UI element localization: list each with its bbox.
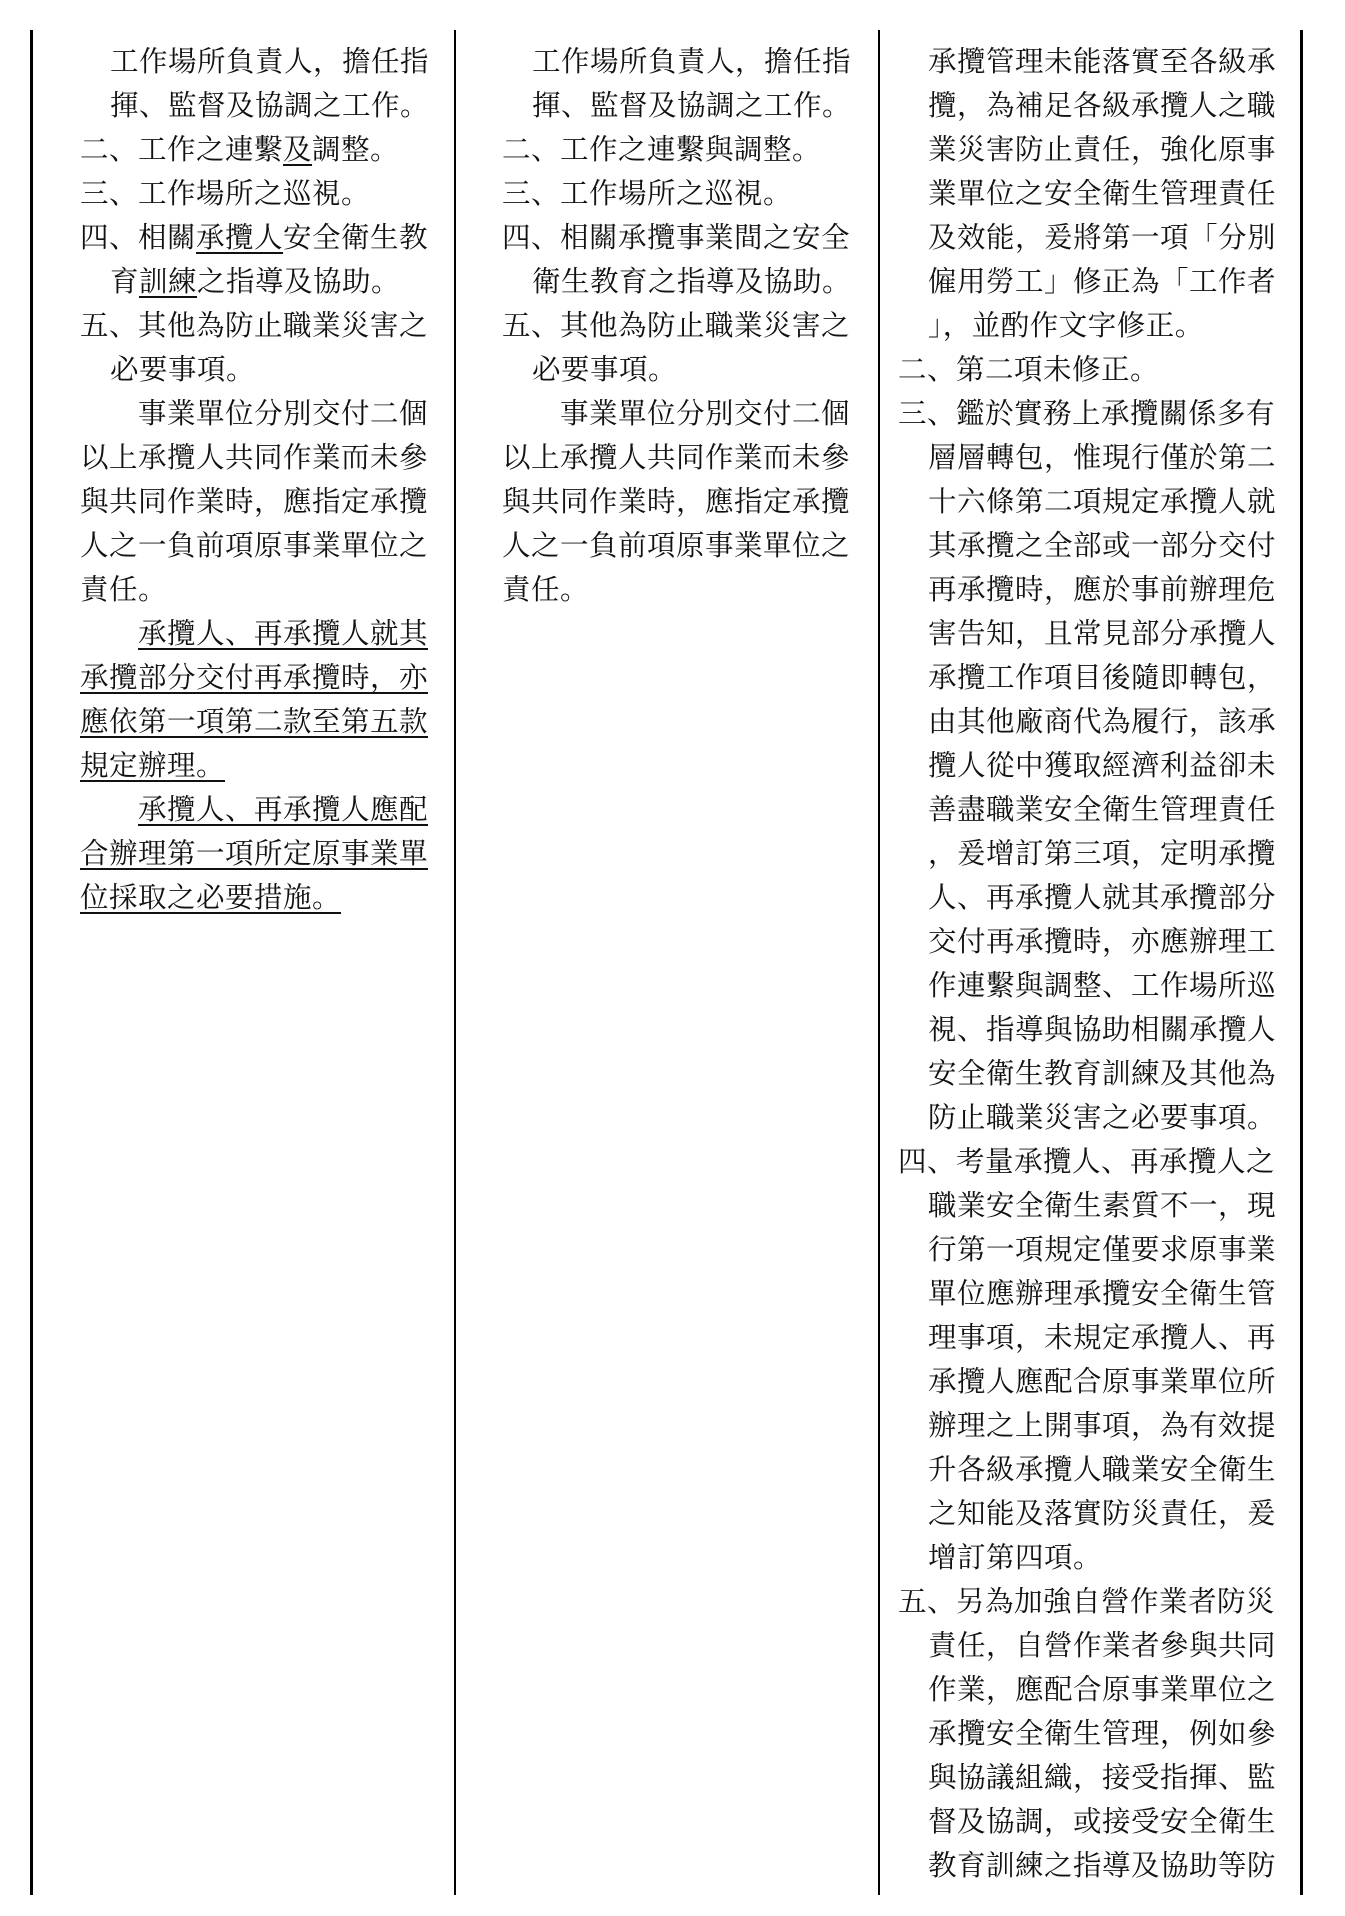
column-divider-1: [454, 30, 456, 1895]
paragraph-start-line: 事業單位分別交付二個: [560, 397, 851, 430]
amended-paragraph-line: 應依第一項第二款至第五款: [80, 705, 429, 738]
text-line: 人、再承攬人就其承攬部分: [928, 881, 1277, 914]
text-line: 責任。: [502, 573, 590, 606]
text-line: 視、指導與協助相關承攬人: [928, 1013, 1277, 1046]
explanation-item-3: 三、鑑於實務上承攬關係多有: [898, 397, 1276, 430]
amended-paragraph-line: 位採取之必要措施。: [80, 881, 342, 914]
amended-text-column: [80, 40, 442, 920]
text-line: 交付再承攬時，亦應辦理工: [928, 925, 1277, 958]
explanation-item-5: 五、另為加強自營作業者防災: [898, 1585, 1276, 1618]
text-line: 業單位之安全衛生管理責任: [928, 177, 1277, 210]
amended-paragraph-line: 合辦理第一項所定原事業單: [80, 837, 429, 870]
item-2-line: 二、工作之連繫與調整。: [502, 133, 822, 166]
text-line: 理事項，未規定承攬人、再: [928, 1321, 1277, 1354]
text-line: 揮、監督及協調之工作。: [110, 89, 430, 122]
explanation-item-2: 二、第二項未修正。: [898, 353, 1160, 386]
text-line: 層層轉包，惟現行僅於第二: [928, 441, 1277, 474]
amended-word: 及: [283, 133, 313, 166]
text-line: 與協議組織，接受指揮、監: [928, 1761, 1277, 1794]
text-line: 責任。: [80, 573, 168, 606]
text-line: 承攬安全衛生管理，例如參: [928, 1717, 1277, 1750]
text-line: 人之一負前項原事業單位之: [502, 529, 851, 562]
paragraph-start-line: 事業單位分別交付二個: [138, 397, 429, 430]
text-line: 必要事項。: [110, 353, 256, 386]
text-line: 督及協調，或接受安全衛生: [928, 1805, 1277, 1838]
text-line: 承攬工作項目後隨即轉包，: [928, 661, 1277, 694]
explanation-item-4: 四、考量承攬人、再承攬人之: [898, 1145, 1276, 1178]
text-line: 由其他廠商代為履行，該承: [928, 705, 1277, 738]
text-line: 與共同作業時，應指定承攬: [80, 485, 429, 518]
item-4-line: 四、相關承攬事業間之安全: [502, 221, 851, 254]
text-line: 」，並酌作文字修正。: [928, 309, 1204, 342]
text-line: 辦理之上開事項，為有效提: [928, 1409, 1277, 1442]
text-line: 善盡職業安全衛生管理責任: [928, 793, 1277, 826]
amended-paragraph-line: 承攬人、再承攬人就其: [138, 617, 429, 650]
text-line: 工作場所負責人，擔任指: [110, 45, 430, 78]
amended-word: 訓練: [139, 265, 198, 298]
explanation-column: [898, 40, 1290, 1888]
amended-paragraph-line: 承攬部分交付再承攬時，亦: [80, 661, 429, 694]
text-line: 揮、監督及協調之工作。: [532, 89, 852, 122]
item-2-line: 二、工作之連繫及調整。: [80, 133, 400, 166]
text-line: 作連繫與調整、工作場所巡: [928, 969, 1277, 1002]
amended-word: 承攬人: [196, 221, 284, 254]
right-border-rule: [1300, 30, 1303, 1895]
text-line: 工作場所負責人，擔任指: [532, 45, 852, 78]
text-line: 攬人從中獲取經濟利益卻未: [928, 749, 1277, 782]
item-5-line: 五、其他為防止職業災害之: [502, 309, 851, 342]
text-line: 必要事項。: [532, 353, 678, 386]
text-line: 攬，為補足各級承攬人之職: [928, 89, 1277, 122]
text-line: 責任，自營作業者參與共同: [928, 1629, 1277, 1662]
text-line: 育訓練之指導及協助。: [110, 265, 401, 298]
text-line: 僱用勞工」修正為「工作者: [928, 265, 1277, 298]
text-line: 再承攬時，應於事前辦理危: [928, 573, 1277, 606]
item-4-line: 四、相關承攬人安全衛生教: [80, 221, 429, 254]
text-line: 害告知，且常見部分承攬人: [928, 617, 1277, 650]
text-line: 行第一項規定僅要求原事業: [928, 1233, 1277, 1266]
text-line: 升各級承攬人職業安全衛生: [928, 1453, 1277, 1486]
text-line: 及效能，爰將第一項「分別: [928, 221, 1277, 254]
text-line: 以上承攬人共同作業而未參: [502, 441, 851, 474]
text-line: 與共同作業時，應指定承攬: [502, 485, 851, 518]
text-line: 承攬人應配合原事業單位所: [928, 1365, 1277, 1398]
text-line: 防止職業災害之必要事項。: [928, 1101, 1277, 1134]
column-divider-2: [878, 30, 880, 1895]
text-line: 安全衛生教育訓練及其他為: [928, 1057, 1277, 1090]
item-3-line: 三、工作場所之巡視。: [80, 177, 371, 210]
amended-paragraph-line: 規定辦理。: [80, 749, 226, 782]
text-line: 其承攬之全部或一部分交付: [928, 529, 1277, 562]
text-line: 十六條第二項規定承攬人就: [928, 485, 1277, 518]
text-line: 以上承攬人共同作業而未參: [80, 441, 429, 474]
text-line: 教育訓練之指導及協助等防: [928, 1849, 1277, 1882]
text-line: 職業安全衛生素質不一，現: [928, 1189, 1277, 1222]
amended-paragraph-line: 承攬人、再承攬人應配: [138, 793, 429, 826]
text-line: 承攬管理未能落實至各級承: [928, 45, 1277, 78]
left-border-rule: [30, 30, 33, 1895]
text-line: 之知能及落實防災責任，爰: [928, 1497, 1277, 1530]
text-line: ，爰增訂第三項，定明承攬: [928, 837, 1277, 870]
text-line: 作業，應配合原事業單位之: [928, 1673, 1277, 1706]
current-text-column: [502, 40, 864, 612]
text-line: 單位應辦理承攬安全衛生管: [928, 1277, 1277, 1310]
text-line: 增訂第四項。: [928, 1541, 1103, 1574]
text-line: 人之一負前項原事業單位之: [80, 529, 429, 562]
text-line: 業災害防止責任，強化原事: [928, 133, 1277, 166]
item-3-line: 三、工作場所之巡視。: [502, 177, 793, 210]
text-line: 衛生教育之指導及協助。: [532, 265, 852, 298]
item-5-line: 五、其他為防止職業災害之: [80, 309, 429, 342]
